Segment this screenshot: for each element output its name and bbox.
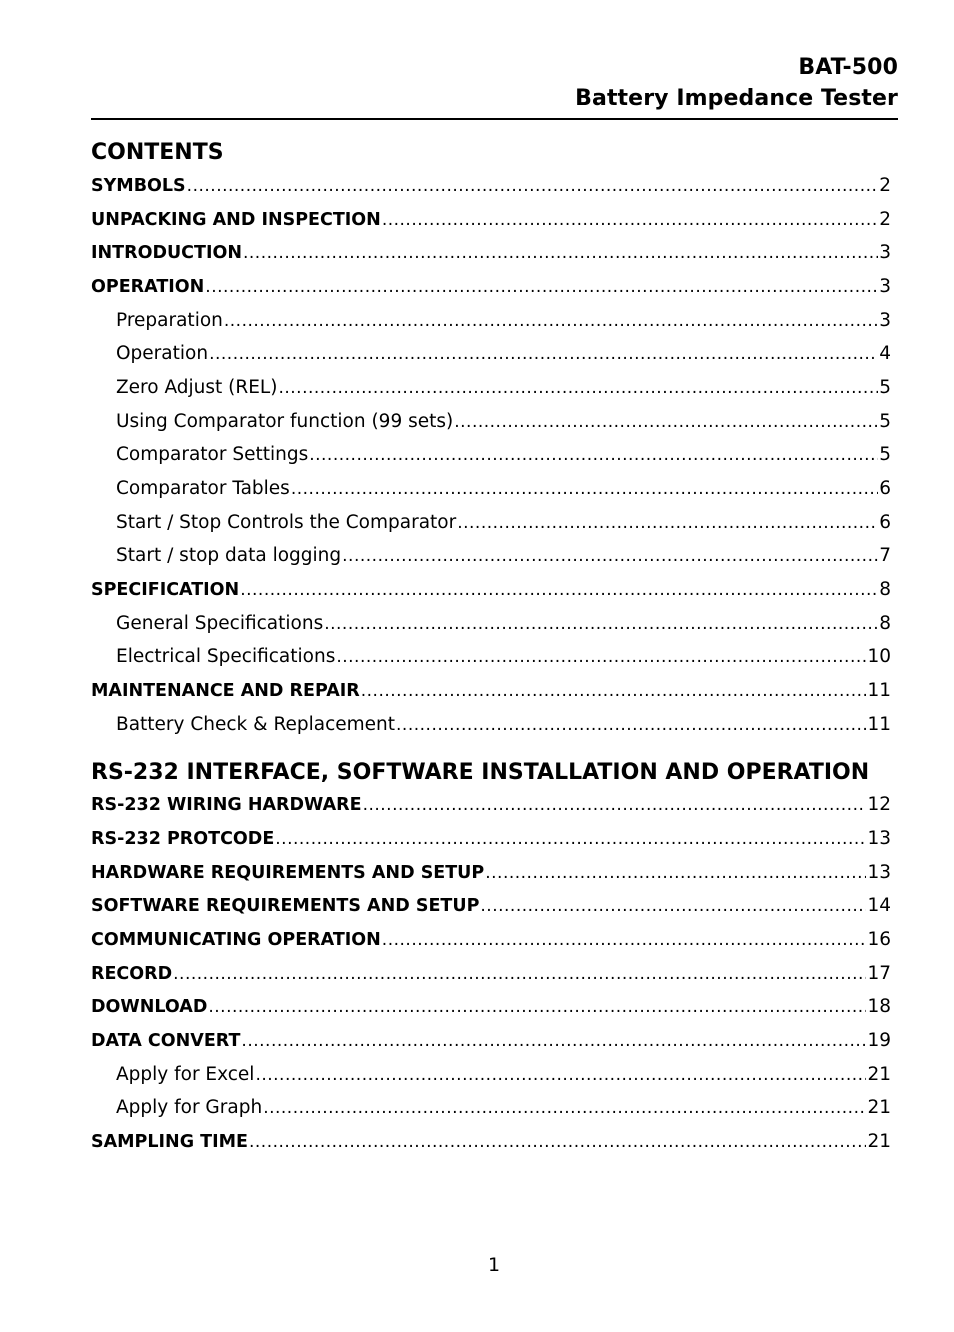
toc-subentry[interactable] — [91, 646, 891, 672]
toc-entry-label: SAMPLING TIME — [91, 1132, 248, 1152]
toc-subentry[interactable] — [91, 411, 891, 437]
toc-entry-label: Preparation — [116, 310, 223, 331]
toc-subentry[interactable] — [91, 478, 891, 504]
toc-page-number: 14 — [867, 895, 891, 916]
toc-entry-label: SPECIFICATION — [91, 580, 240, 600]
toc-page-number: 10 — [867, 646, 891, 667]
toc-page-number: 21 — [867, 1131, 891, 1152]
toc-subentry[interactable] — [91, 512, 891, 538]
toc-page-number: 18 — [867, 996, 891, 1017]
toc-entry-label: SOFTWARE REQUIREMENTS AND SETUP — [91, 896, 480, 916]
toc-subentry[interactable] — [91, 1097, 891, 1123]
toc-dot-leader — [187, 176, 879, 196]
toc-subentry[interactable] — [91, 444, 891, 470]
toc-dot-leader — [457, 513, 878, 533]
toc-page-number: 6 — [879, 512, 891, 533]
toc-dot-leader — [263, 1098, 866, 1118]
toc-subentry[interactable] — [91, 1064, 891, 1090]
toc-page-number: 8 — [879, 613, 891, 634]
toc-page-number: 5 — [879, 444, 891, 465]
toc-page-number: 13 — [867, 828, 891, 849]
page-header — [91, 52, 898, 120]
toc-dot-leader — [309, 445, 878, 465]
toc-entry[interactable] — [91, 579, 891, 605]
toc-dot-leader — [241, 1031, 866, 1051]
toc-entry-label: MAINTENANCE AND REPAIR — [91, 681, 360, 701]
toc-dot-leader — [275, 829, 866, 849]
toc-entry-label: Comparator Settings — [116, 444, 309, 465]
toc-page-number: 6 — [879, 478, 891, 499]
toc-entry[interactable] — [91, 895, 891, 921]
toc-entry-label: INTRODUCTION — [91, 243, 242, 263]
toc-entry-label: Start / Stop Controls the Comparator — [116, 512, 457, 533]
toc-page-number: 3 — [879, 310, 891, 331]
toc-subentry[interactable] — [91, 545, 891, 571]
toc-entry-label: Apply for Graph — [116, 1097, 263, 1118]
toc-entry[interactable] — [91, 862, 891, 888]
toc-entry-label: COMMUNICATING OPERATION — [91, 930, 381, 950]
toc-entry-label: Using Comparator function (99 sets) — [116, 411, 454, 432]
contents-heading: CONTENTS — [91, 140, 224, 165]
toc-dot-leader — [396, 715, 866, 735]
toc-page-number: 17 — [867, 963, 891, 984]
toc-entry-label: RS-232 WIRING HARDWARE — [91, 795, 362, 815]
toc-entry[interactable] — [91, 276, 891, 302]
toc-entry-label: Operation — [116, 343, 209, 364]
toc-entry-label: Comparator Tables — [116, 478, 290, 499]
toc-dot-leader — [243, 243, 878, 263]
toc-dot-leader — [342, 546, 878, 566]
toc-entry[interactable] — [91, 996, 891, 1022]
toc-dot-leader — [480, 896, 866, 916]
toc-subentry[interactable] — [91, 377, 891, 403]
toc-page-number: 12 — [867, 794, 891, 815]
toc-page-number: 21 — [867, 1097, 891, 1118]
page-number: 1 — [487, 1254, 501, 1276]
toc-dot-leader — [173, 964, 866, 984]
toc-entry-label: UNPACKING AND INSPECTION — [91, 210, 381, 230]
toc-subentry[interactable] — [91, 310, 891, 336]
toc-page-number: 7 — [879, 545, 891, 566]
toc-page-number: 4 — [879, 343, 891, 364]
toc-entry[interactable] — [91, 242, 891, 268]
toc-dot-leader — [205, 277, 878, 297]
toc-entry-label: General Specifications — [116, 613, 324, 634]
toc-entry-label: Electrical Specifications — [116, 646, 336, 667]
toc-entry-label: SYMBOLS — [91, 176, 186, 196]
toc-dot-leader — [363, 795, 867, 815]
toc-dot-leader — [209, 344, 878, 364]
toc-entry-label: OPERATION — [91, 277, 205, 297]
toc-subentry[interactable] — [91, 343, 891, 369]
toc-dot-leader — [249, 1132, 866, 1152]
toc-entry[interactable] — [91, 828, 891, 854]
toc-dot-leader — [485, 863, 866, 883]
toc-entry[interactable] — [91, 209, 891, 235]
toc-page-number: 11 — [867, 680, 891, 701]
rs232-section-heading: RS-232 INTERFACE, SOFTWARE INSTALLATION AND OPERATION — [91, 760, 870, 785]
toc-dot-leader — [361, 681, 867, 701]
toc-dot-leader — [291, 479, 878, 499]
toc-subentry[interactable] — [91, 613, 891, 639]
toc-dot-leader — [324, 614, 878, 634]
toc-entry[interactable] — [91, 1030, 891, 1056]
toc-page-number: 11 — [867, 714, 891, 735]
toc-dot-leader — [336, 647, 866, 667]
model-name: BAT-500 — [798, 55, 898, 80]
toc-page-number: 19 — [867, 1030, 891, 1051]
product-name: Battery Impedance Tester — [575, 86, 898, 111]
toc-entry-label: Battery Check & Replacement — [116, 714, 396, 735]
toc-dot-leader — [382, 930, 867, 950]
toc-entry-label: Zero Adjust (REL) — [116, 377, 278, 398]
toc-entry-label: RECORD — [91, 964, 173, 984]
toc-dot-leader — [208, 997, 866, 1017]
toc-page-number: 3 — [879, 242, 891, 263]
toc-entry[interactable] — [91, 1131, 891, 1157]
toc-entry[interactable] — [91, 175, 891, 201]
toc-page-number: 2 — [879, 175, 891, 196]
toc-entry[interactable] — [91, 680, 891, 706]
toc-page-number: 21 — [867, 1064, 891, 1085]
toc-entry-label: RS-232 PROTCODE — [91, 829, 275, 849]
toc-entry-label: Start / stop data logging — [116, 545, 342, 566]
toc-dot-leader — [240, 580, 878, 600]
toc-page-number: 16 — [867, 929, 891, 950]
toc-dot-leader — [278, 378, 878, 398]
toc-subentry[interactable] — [91, 714, 891, 740]
toc-entry[interactable] — [91, 929, 891, 955]
toc-dot-leader — [454, 412, 878, 432]
toc-dot-leader — [255, 1065, 866, 1085]
toc-dot-leader — [224, 311, 878, 331]
toc-entry[interactable] — [91, 794, 891, 820]
toc-entry-label: DATA CONVERT — [91, 1031, 241, 1051]
toc-entry[interactable] — [91, 963, 891, 989]
toc-page-number: 2 — [879, 209, 891, 230]
toc-entry-label: Apply for Excel — [116, 1064, 255, 1085]
toc-page-number: 5 — [879, 411, 891, 432]
toc-dot-leader — [382, 210, 878, 230]
toc-entry-label: HARDWARE REQUIREMENTS AND SETUP — [91, 863, 485, 883]
toc-page-number: 8 — [879, 579, 891, 600]
toc-page-number: 5 — [879, 377, 891, 398]
toc-page-number: 13 — [867, 862, 891, 883]
toc-page-number: 3 — [879, 276, 891, 297]
toc-entry-label: DOWNLOAD — [91, 997, 208, 1017]
